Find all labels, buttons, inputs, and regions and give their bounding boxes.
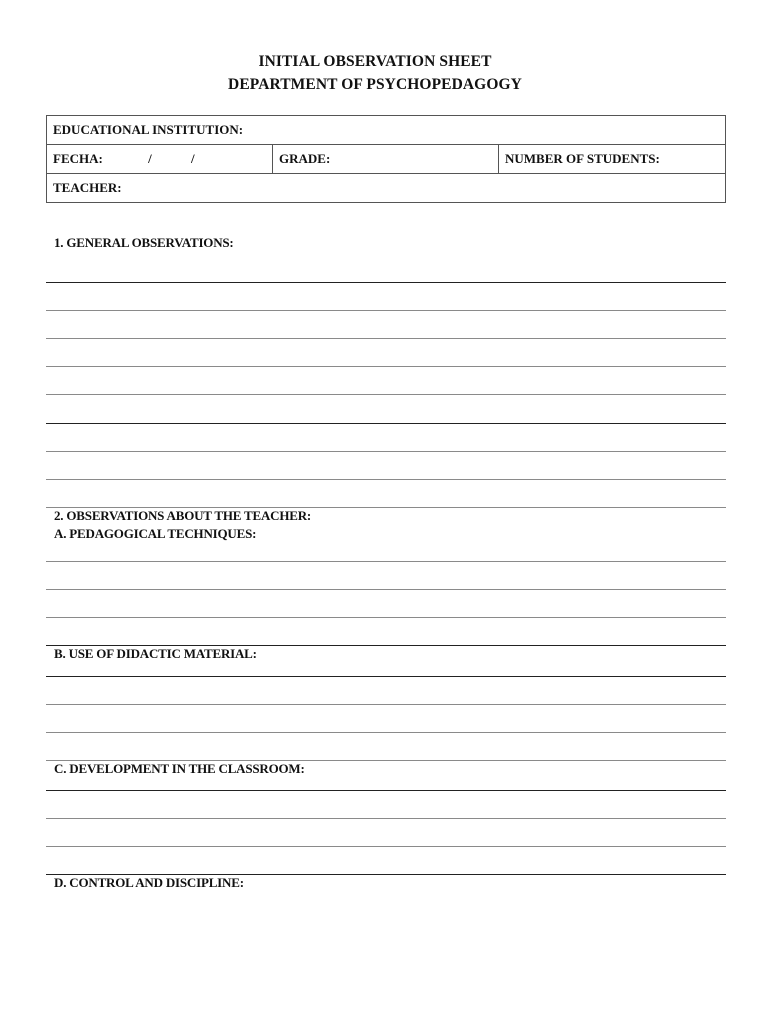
writing-line[interactable]	[46, 704, 726, 705]
pedagogical-techniques-heading: A. PEDAGOGICAL TECHNIQUES:	[54, 526, 257, 541]
grade-label: GRADE:	[279, 151, 331, 166]
writing-line[interactable]	[46, 338, 726, 339]
teacher-row	[47, 174, 726, 203]
date-separator-1: /	[148, 151, 152, 166]
institution-row	[47, 116, 726, 145]
control-discipline-heading: D. CONTROL AND DISCIPLINE:	[54, 875, 244, 890]
teacher-label: TEACHER:	[53, 180, 122, 195]
writing-line[interactable]	[46, 479, 726, 480]
writing-line[interactable]	[46, 617, 726, 618]
writing-line[interactable]	[46, 310, 726, 311]
date-grade-row	[47, 145, 726, 174]
teacher-field[interactable]	[47, 174, 726, 203]
writing-line[interactable]	[46, 790, 726, 791]
date-field[interactable]	[47, 145, 273, 174]
writing-line[interactable]	[46, 732, 726, 733]
writing-line[interactable]	[46, 676, 726, 677]
date-separator-2: /	[190, 151, 195, 166]
institution-field[interactable]	[47, 116, 726, 145]
info-table	[46, 115, 726, 203]
institution-label: EDUCATIONAL INSTITUTION:	[53, 122, 244, 137]
students-field[interactable]	[499, 145, 726, 174]
writing-line[interactable]	[46, 818, 726, 819]
sheet-title: INITIAL OBSERVATION SHEET	[258, 53, 492, 70]
didactic-material-heading: B. USE OF DIDACTIC MATERIAL:	[54, 646, 257, 661]
department-title: DEPARTMENT OF PSYCHOPEDAGOGY	[228, 76, 522, 93]
writing-line[interactable]	[46, 423, 726, 424]
writing-line[interactable]	[46, 589, 726, 590]
students-label: NUMBER OF STUDENTS:	[505, 151, 660, 166]
writing-line[interactable]	[46, 394, 726, 395]
grade-field[interactable]	[273, 145, 499, 174]
general-observations-heading: 1. GENERAL OBSERVATIONS:	[54, 235, 234, 250]
writing-line[interactable]	[46, 451, 726, 452]
writing-line[interactable]	[46, 561, 726, 562]
teacher-observations-heading: 2. OBSERVATIONS ABOUT THE TEACHER:	[54, 508, 312, 523]
date-label: FECHA:	[53, 151, 103, 166]
writing-line[interactable]	[46, 366, 726, 367]
writing-line[interactable]	[46, 846, 726, 847]
writing-line[interactable]	[46, 282, 726, 283]
classroom-development-heading: C. DEVELOPMENT IN THE CLASSROOM:	[54, 761, 305, 776]
